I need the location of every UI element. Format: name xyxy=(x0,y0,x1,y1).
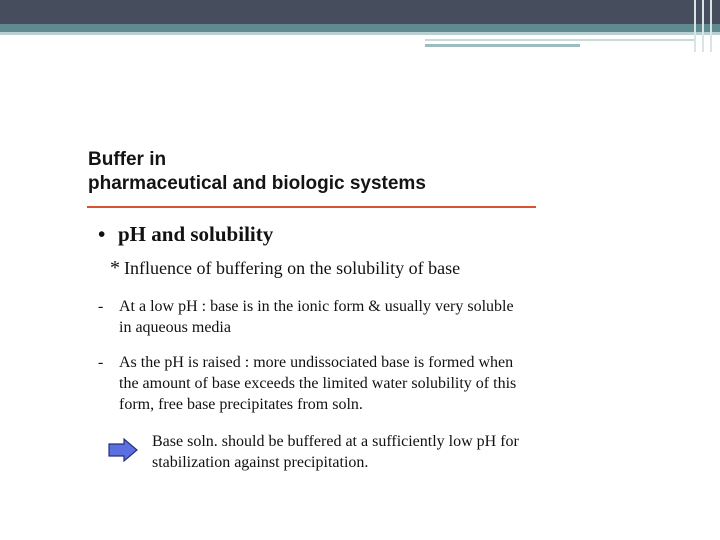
dash-marker: - xyxy=(98,298,104,315)
sub-note xyxy=(110,256,460,280)
list-item-text: At a low pH : base is in the ionic form & usually very soluble in aqueous media xyxy=(119,298,514,336)
bullet-marker: • xyxy=(98,222,106,246)
list-item xyxy=(98,296,528,338)
list-item xyxy=(98,352,528,415)
decorative-line xyxy=(425,44,580,47)
section-title: pH and solubility xyxy=(118,222,274,246)
right-arrow-icon xyxy=(108,438,138,462)
slide-title-line-1: Buffer in xyxy=(88,149,167,170)
decorative-line xyxy=(425,39,695,41)
asterisk-marker: * xyxy=(110,257,120,279)
top-accent-light-bar xyxy=(0,32,720,35)
top-accent-bar xyxy=(0,24,720,32)
title-underline xyxy=(87,206,536,208)
decorative-vertical-lines xyxy=(690,0,720,52)
list-item-text: As the pH is raised : more undissociated base is formed when the amount of base exceeds the limited water solubility of this form, free base precipitates from soln. xyxy=(119,354,517,413)
conclusion-text: Base soln. should be buffered at a sufficiently low pH for stabilization against precipitation. xyxy=(152,433,519,471)
slide-title-line-2: pharmaceutical and biologic systems xyxy=(88,173,426,194)
section-heading xyxy=(98,221,273,247)
sub-note-text: Influence of buffering on the solubility of base xyxy=(124,258,461,278)
top-banner xyxy=(0,0,720,24)
slide-title xyxy=(88,148,538,196)
dash-marker: - xyxy=(98,354,104,371)
